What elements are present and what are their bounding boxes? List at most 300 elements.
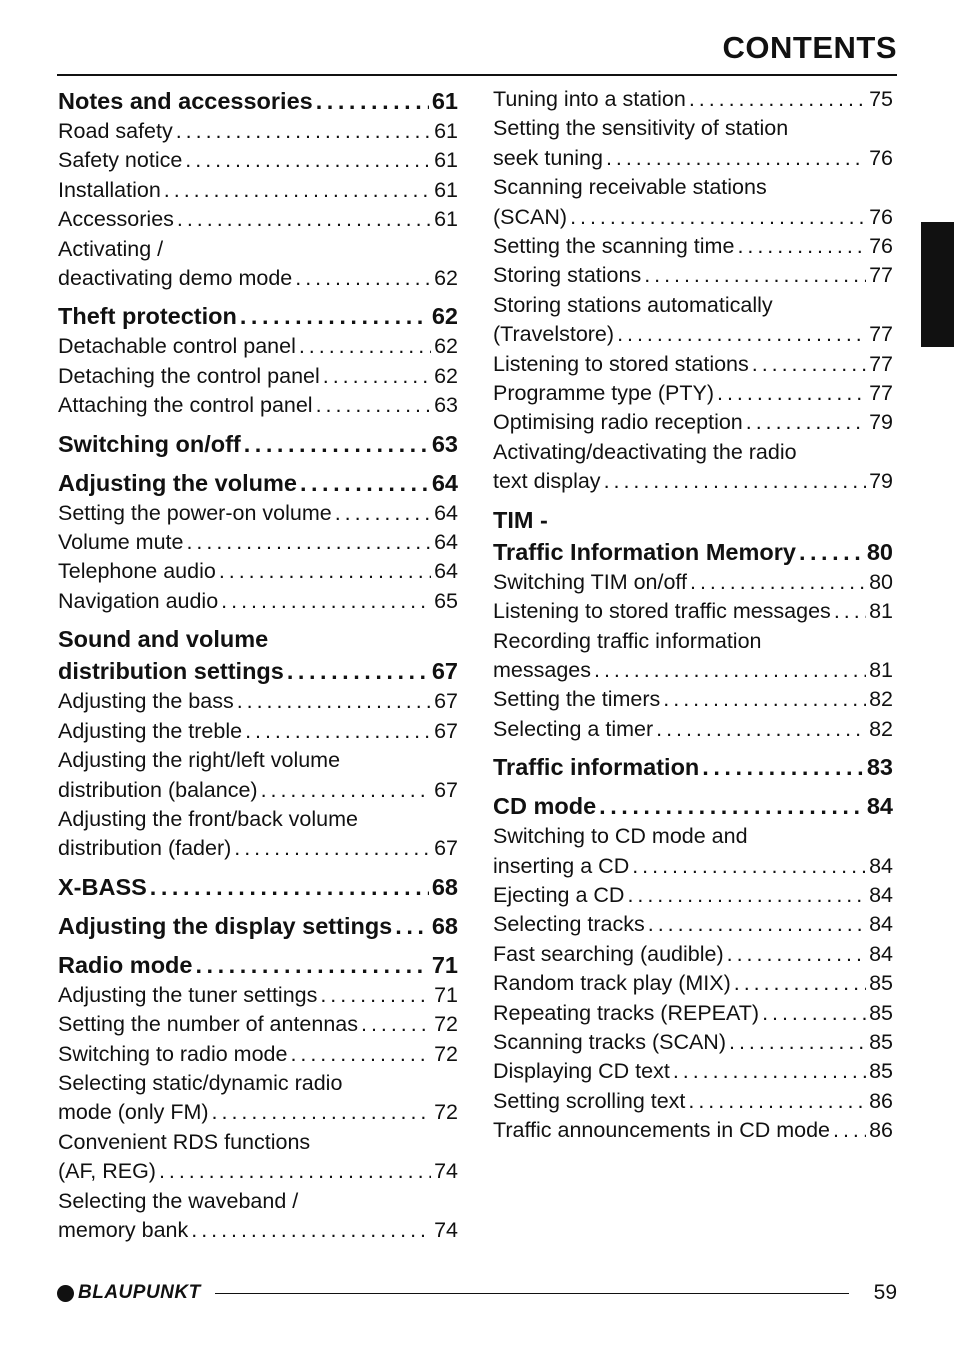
item-line: Storing stations automatically <box>493 292 773 317</box>
item-page-number: 86 <box>869 1118 893 1143</box>
toc-item <box>58 981 458 1010</box>
heading-entry <box>58 428 458 460</box>
toc-item <box>58 687 458 716</box>
top-rule <box>57 74 897 76</box>
item-page-number: 77 <box>869 322 893 347</box>
heading-page-number: 71 <box>431 951 458 978</box>
dot-leader <box>799 536 864 568</box>
dot-leader <box>395 910 429 942</box>
item-page-number: 76 <box>869 204 893 229</box>
toc-item <box>493 1028 893 1057</box>
heading-label: X-BASS <box>58 873 147 900</box>
item-line: Activating / <box>58 236 164 261</box>
item-label: Adjusting the tuner settings <box>58 982 318 1007</box>
dot-leader <box>746 408 866 437</box>
heading-label: distribution settings <box>58 658 284 685</box>
item-entry <box>58 587 458 616</box>
item-entry <box>493 881 893 910</box>
item-line: Switching to CD mode and <box>493 824 748 849</box>
item-label: Setting the number of antennas <box>58 1012 359 1037</box>
heading-page-number: 68 <box>431 912 458 939</box>
item-entry <box>493 144 893 173</box>
item-label: (Travelstore) <box>493 322 615 347</box>
item-entry <box>58 332 458 361</box>
item-label: Ejecting a CD <box>493 882 625 907</box>
item-label: Listening to stored traffic messages <box>493 599 831 624</box>
toc-item <box>58 176 458 205</box>
heading-page-number: 68 <box>431 873 458 900</box>
dot-leader <box>234 834 431 863</box>
toc-item <box>58 1040 458 1069</box>
item-page-number: 61 <box>434 148 458 173</box>
item-label: text display <box>493 469 601 494</box>
item-label: distribution (balance) <box>58 777 258 802</box>
dot-leader <box>617 320 866 349</box>
dot-leader <box>237 687 431 716</box>
item-page-number: 84 <box>869 941 893 966</box>
item-label: Selecting tracks <box>493 912 645 937</box>
dot-leader <box>335 499 431 528</box>
dot-leader <box>323 362 431 391</box>
item-entry <box>58 205 458 234</box>
toc-item <box>58 117 458 146</box>
heading-entry <box>493 790 893 822</box>
toc-item <box>58 499 458 528</box>
item-page-number: 85 <box>869 1029 893 1054</box>
item-label: inserting a CD <box>493 853 630 878</box>
dot-leader <box>240 300 429 332</box>
heading-entry <box>58 910 458 942</box>
dot-leader <box>212 1098 432 1127</box>
heading-entry <box>58 949 458 981</box>
toc-item <box>58 1069 458 1128</box>
item-page-number: 72 <box>434 1012 458 1037</box>
heading-entry <box>58 655 458 687</box>
item-label: Detaching the control panel <box>58 363 320 388</box>
toc-item <box>493 85 893 114</box>
item-page-number: 86 <box>869 1088 893 1113</box>
item-entry <box>493 1087 893 1116</box>
dot-leader <box>300 467 429 499</box>
heading-entry <box>58 467 458 499</box>
toc-item <box>493 1087 893 1116</box>
item-page-number: 77 <box>869 263 893 288</box>
item-label: seek tuning <box>493 145 603 170</box>
item-label: Adjusting the bass <box>58 689 234 714</box>
dot-leader <box>673 1057 866 1086</box>
heading-line: Sound and volume <box>58 626 269 653</box>
dot-leader <box>316 391 431 420</box>
dot-leader <box>762 999 866 1028</box>
item-entry <box>58 776 458 805</box>
item-page-number: 61 <box>434 207 458 232</box>
dot-leader <box>604 467 867 496</box>
item-entry <box>58 687 458 716</box>
section-heading <box>58 300 458 332</box>
item-entry <box>493 408 893 437</box>
item-label: memory bank <box>58 1217 189 1242</box>
toc-item <box>493 715 893 744</box>
heading-page-number: 83 <box>866 754 893 781</box>
heading-label: Radio mode <box>58 951 193 978</box>
item-entry <box>493 999 893 1028</box>
toc-section <box>58 428 458 460</box>
item-page-number: 67 <box>434 836 458 861</box>
dot-leader <box>177 205 431 234</box>
item-label: Switching TIM on/off <box>493 569 687 594</box>
toc-item <box>58 1128 458 1187</box>
item-page-number: 79 <box>869 410 893 435</box>
item-page-number: 85 <box>869 1000 893 1025</box>
item-label: Safety notice <box>58 148 183 173</box>
dot-leader <box>834 597 866 626</box>
footer-rule <box>215 1293 849 1294</box>
toc-item <box>58 235 458 294</box>
heading-label: Adjusting the volume <box>58 469 297 496</box>
logo-dot-icon <box>57 1285 74 1302</box>
dot-leader <box>186 528 431 557</box>
dot-leader <box>644 261 866 290</box>
item-line: Recording traffic information <box>493 628 762 653</box>
item-entry <box>493 568 893 597</box>
item-page-number: 74 <box>434 1217 458 1242</box>
item-entry <box>493 320 893 349</box>
dot-leader <box>729 1028 866 1057</box>
dot-leader <box>656 715 866 744</box>
heading-label: Traffic Information Memory <box>493 538 796 565</box>
page-number: 59 <box>873 1281 897 1304</box>
item-label: Listening to stored stations <box>493 351 749 376</box>
toc-item <box>493 822 893 881</box>
item-page-number: 77 <box>869 351 893 376</box>
toc-item <box>493 999 893 1028</box>
item-entry <box>58 146 458 175</box>
item-page-number: 62 <box>434 334 458 359</box>
item-label: Tuning into a station <box>493 87 686 111</box>
dot-leader <box>599 790 864 822</box>
item-entry <box>493 350 893 379</box>
item-entry <box>493 85 893 114</box>
item-page-number: 81 <box>869 599 893 624</box>
dot-leader <box>295 264 431 293</box>
toc-item <box>58 146 458 175</box>
item-page-number: 72 <box>434 1041 458 1066</box>
heading-entry <box>58 85 458 117</box>
item-label: deactivating demo mode <box>58 266 293 291</box>
heading-page-number: 67 <box>431 658 458 685</box>
toc-item <box>493 969 893 998</box>
section-heading <box>58 910 458 942</box>
dot-leader <box>594 656 866 685</box>
dot-leader <box>663 685 866 714</box>
item-label: messages <box>493 657 591 682</box>
section-heading <box>58 623 458 687</box>
item-label: (SCAN) <box>493 204 568 229</box>
dot-leader <box>627 881 866 910</box>
heading-label: Notes and accessories <box>58 88 313 114</box>
toc-item <box>493 568 893 597</box>
section-heading <box>58 871 458 903</box>
dot-leader <box>320 981 431 1010</box>
item-line: Scanning receivable stations <box>493 175 767 200</box>
item-entry <box>493 940 893 969</box>
dot-leader <box>287 655 429 687</box>
item-entry <box>58 717 458 746</box>
dot-leader <box>688 1087 866 1116</box>
item-entry <box>493 1057 893 1086</box>
item-entry <box>493 379 893 408</box>
item-line: Selecting static/dynamic radio <box>58 1070 343 1095</box>
toc-item <box>58 746 458 805</box>
item-entry <box>58 499 458 528</box>
toc-section <box>58 623 458 863</box>
dot-leader <box>833 1116 866 1145</box>
item-page-number: 77 <box>869 381 893 406</box>
item-label: Traffic announcements in CD mode <box>493 1118 830 1143</box>
item-page-number: 76 <box>869 145 893 170</box>
item-entry <box>493 969 893 998</box>
section-heading <box>58 949 458 981</box>
dot-leader <box>570 203 866 232</box>
item-label: Accessories <box>58 207 174 232</box>
item-label: Detachable control panel <box>58 334 296 359</box>
toc-item <box>58 717 458 746</box>
item-page-number: 64 <box>434 559 458 584</box>
dot-leader <box>191 1216 431 1245</box>
toc-item <box>493 1116 893 1145</box>
item-page-number: 64 <box>434 530 458 555</box>
heading-entry <box>58 871 458 903</box>
item-label: distribution (fader) <box>58 836 232 861</box>
item-label: Optimising radio reception <box>493 410 743 435</box>
item-page-number: 85 <box>869 1059 893 1084</box>
dot-leader <box>690 568 866 597</box>
item-entry <box>58 528 458 557</box>
toc-item <box>493 291 893 350</box>
dot-leader <box>702 751 864 783</box>
section-items <box>493 85 893 497</box>
section-heading <box>493 504 893 568</box>
toc-right-column <box>493 85 893 1146</box>
item-page-number: 67 <box>434 777 458 802</box>
item-page-number: 82 <box>869 716 893 741</box>
toc-item <box>493 408 893 437</box>
toc-item <box>58 205 458 234</box>
item-page-number: 65 <box>434 588 458 613</box>
item-entry <box>493 1116 893 1145</box>
dot-leader <box>361 1010 431 1039</box>
toc-item <box>493 685 893 714</box>
item-label: Attaching the control panel <box>58 393 313 418</box>
item-page-number: 64 <box>434 500 458 525</box>
section-heading <box>58 428 458 460</box>
heading-label: Adjusting the display settings <box>58 912 393 939</box>
heading-label: Theft protection <box>58 303 237 330</box>
toc-section <box>58 871 458 903</box>
toc-item <box>493 597 893 626</box>
item-line: Adjusting the front/back volume <box>58 806 358 831</box>
item-label: mode (only FM) <box>58 1100 209 1125</box>
section-heading <box>58 85 458 117</box>
item-entry <box>58 981 458 1010</box>
item-entry <box>58 176 458 205</box>
toc-item <box>493 910 893 939</box>
item-label: Navigation audio <box>58 588 219 613</box>
dot-leader <box>185 146 431 175</box>
item-page-number: 84 <box>869 912 893 937</box>
dot-leader <box>606 144 866 173</box>
item-entry <box>58 1157 458 1186</box>
toc-item <box>58 1010 458 1039</box>
item-label: Random track play (MIX) <box>493 971 731 996</box>
section-items <box>493 568 893 744</box>
item-label: Setting the power-on volume <box>58 500 332 525</box>
item-page-number: 76 <box>869 234 893 259</box>
dot-leader <box>261 776 431 805</box>
dot-leader <box>689 85 866 114</box>
section-heading <box>493 751 893 783</box>
section-items <box>58 981 458 1246</box>
toc-item <box>58 805 458 864</box>
item-entry <box>58 264 458 293</box>
item-label: Fast searching (audible) <box>493 941 724 966</box>
item-entry <box>493 261 893 290</box>
dot-leader <box>752 350 866 379</box>
toc-item <box>493 627 893 686</box>
section-heading <box>493 790 893 822</box>
item-label: Adjusting the treble <box>58 718 243 743</box>
section-items <box>493 822 893 1145</box>
item-entry <box>493 656 893 685</box>
item-entry <box>493 715 893 744</box>
toc-section <box>493 504 893 744</box>
item-page-number: 84 <box>869 882 893 907</box>
dot-leader <box>632 852 866 881</box>
toc-item <box>493 940 893 969</box>
item-entry <box>58 362 458 391</box>
item-entry <box>58 117 458 146</box>
toc-item <box>493 114 893 173</box>
toc-item <box>493 379 893 408</box>
item-entry <box>493 597 893 626</box>
dot-leader <box>734 969 866 998</box>
item-label: (AF, REG) <box>58 1159 156 1184</box>
item-label: Installation <box>58 177 161 202</box>
item-label: Switching to radio mode <box>58 1041 288 1066</box>
section-items <box>58 332 458 420</box>
toc-item <box>493 261 893 290</box>
toc-item <box>493 438 893 497</box>
item-page-number: 67 <box>434 718 458 743</box>
item-label: Volume mute <box>58 530 184 555</box>
toc-item <box>58 528 458 557</box>
item-entry <box>58 557 458 586</box>
item-entry <box>493 232 893 261</box>
heading-page-number: 80 <box>866 538 893 565</box>
item-page-number: 72 <box>434 1100 458 1125</box>
item-label: Setting the scanning time <box>493 234 735 259</box>
heading-line: TIM - <box>493 506 548 533</box>
heading-page-number: 63 <box>431 430 458 457</box>
heading-page-number: 61 <box>431 88 458 114</box>
item-page-number: 79 <box>869 469 893 494</box>
item-page-number: 71 <box>434 982 458 1007</box>
item-label: Repeating tracks (REPEAT) <box>493 1000 760 1025</box>
toc-item <box>493 350 893 379</box>
item-label: Displaying CD text <box>493 1059 670 1084</box>
toc-section <box>58 300 458 420</box>
dot-leader <box>245 717 431 746</box>
brand-name: BLAUPUNKT <box>78 1282 201 1303</box>
toc-item <box>58 557 458 586</box>
item-page-number: 82 <box>869 687 893 712</box>
page-title: CONTENTS <box>722 30 897 65</box>
item-label: Road safety <box>58 119 173 143</box>
toc-section <box>58 910 458 942</box>
toc-item <box>493 1057 893 1086</box>
item-entry <box>493 910 893 939</box>
item-entry <box>493 852 893 881</box>
section-heading <box>58 467 458 499</box>
item-label: Setting the timers <box>493 687 661 712</box>
dot-leader <box>648 910 866 939</box>
heading-entry <box>493 751 893 783</box>
item-label: Programme type (PTY) <box>493 381 715 406</box>
dot-leader <box>717 379 866 408</box>
toc-section <box>493 751 893 783</box>
item-label: Setting scrolling text <box>493 1088 686 1113</box>
toc-item <box>58 391 458 420</box>
item-line: Adjusting the right/left volume <box>58 748 341 773</box>
dot-leader <box>316 85 429 117</box>
heading-entry <box>58 300 458 332</box>
item-entry <box>58 1098 458 1127</box>
item-entry <box>58 1216 458 1245</box>
item-page-number: 74 <box>434 1159 458 1184</box>
item-page-number: 63 <box>434 393 458 418</box>
toc-item <box>58 362 458 391</box>
heading-label: Traffic information <box>493 754 700 781</box>
item-line: Setting the sensitivity of station <box>493 116 789 141</box>
item-page-number: 62 <box>434 363 458 388</box>
toc-item <box>493 881 893 910</box>
section-items <box>58 687 458 863</box>
item-entry <box>58 1010 458 1039</box>
item-label: Storing stations <box>493 263 642 288</box>
dot-leader <box>164 176 431 205</box>
dot-leader <box>219 557 431 586</box>
item-line: Selecting the waveband / <box>58 1188 299 1213</box>
item-line: Activating/deactivating the radio <box>493 439 797 464</box>
item-entry <box>493 1028 893 1057</box>
heading-label: Switching on/off <box>58 430 241 457</box>
heading-entry <box>493 536 893 568</box>
item-page-number: 80 <box>869 569 893 594</box>
toc-section <box>58 85 458 293</box>
item-entry <box>493 203 893 232</box>
item-label: Telephone audio <box>58 559 216 584</box>
item-page-number: 85 <box>869 971 893 996</box>
dot-leader <box>244 428 429 460</box>
toc-section <box>493 790 893 1145</box>
dot-leader <box>221 587 431 616</box>
toc-item <box>493 232 893 261</box>
item-page-number: 62 <box>434 266 458 291</box>
brand-logo <box>57 1282 201 1304</box>
toc-left-column <box>58 85 458 1245</box>
section-tab-marker <box>921 222 954 347</box>
toc-section <box>58 467 458 617</box>
